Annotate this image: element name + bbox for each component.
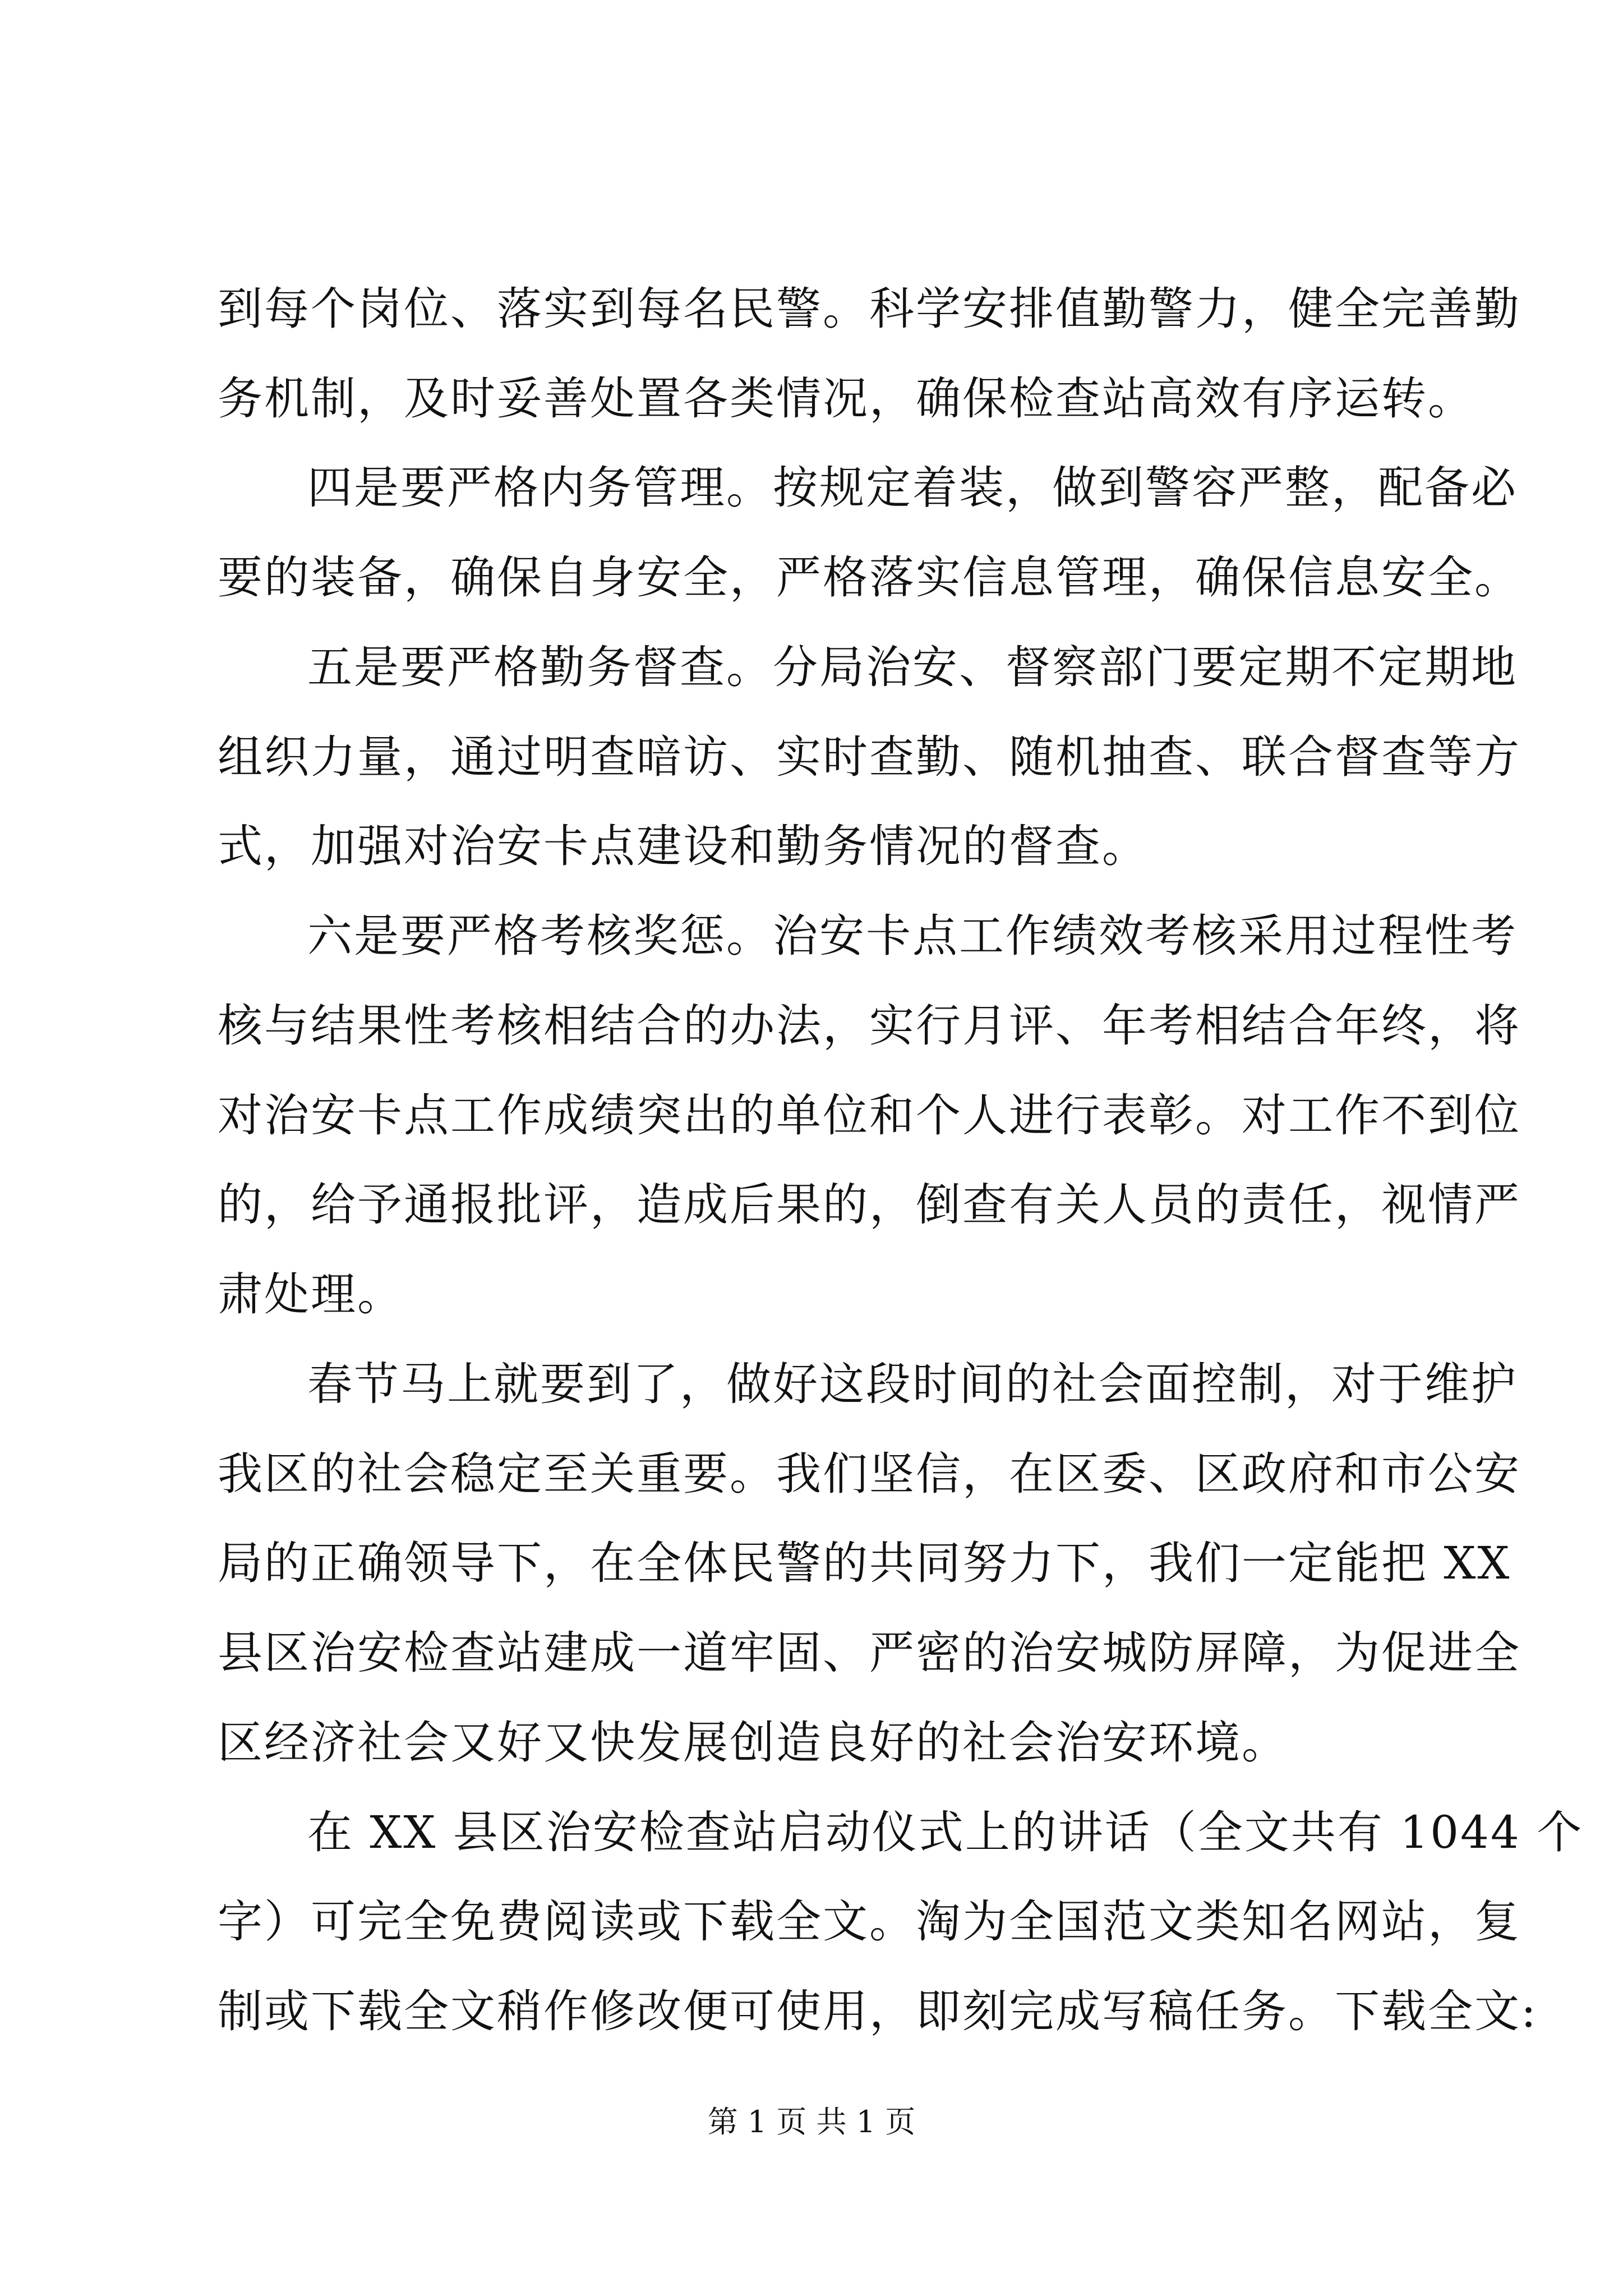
text-line-6: 组织力量，通过明查暗访、实时查勤、随机抽查、联合督查等方 (218, 731, 1521, 783)
text-line-12: 肃处理。 (218, 1268, 404, 1320)
paragraph-4-start: 四是要严格内务管理。按规定着装，做到警容严整，配备必 (307, 462, 1518, 514)
page-footer: 第 1 页 共 1 页 (707, 2104, 916, 2139)
text-line-10: 对治安卡点工作成绩突出的单位和个人进行表彰。对工作不到位 (218, 1089, 1521, 1142)
paragraph-5-start: 五是要严格勤务督查。分局治安、督察部门要定期不定期地 (307, 641, 1518, 693)
text-line-11: 的，给予通报批评，造成后果的，倒查有关人员的责任，视情严 (218, 1179, 1521, 1231)
text-line-4: 要的装备，确保自身安全，严格落实信息管理，确保信息安全。 (218, 551, 1521, 604)
text-line-1: 到每个岗位、落实到每名民警。科学安排值勤警力，健全完善勤 (218, 283, 1521, 335)
text-line-9: 核与结果性考核相结合的办法，实行月评、年考相结合年终，将 (218, 1000, 1521, 1052)
paragraph-6-start: 六是要严格考核奖惩。治安卡点工作绩效考核采用过程性考 (307, 910, 1518, 962)
paragraph-spring-start: 春节马上就要到了，做好这段时间的社会面控制，对于维护 (307, 1358, 1518, 1410)
text-line-20: 制或下载全文稍作修改便可使用，即刻完成写稿任务。下载全文: (218, 1985, 1538, 2037)
text-line-19: 字）可完全免费阅读或下载全文。淘为全国范文类知名网站，复 (218, 1895, 1521, 1948)
paragraph-download-start: 在 XX 县区治安检查站启动仪式上的讲话（全文共有 1044 个 (307, 1806, 1584, 1858)
text-line-16: 县区治安检查站建成一道牢固、严密的治安城防屏障，为促进全 (218, 1627, 1521, 1679)
text-line-14: 我区的社会稳定至关重要。我们坚信，在区委、区政府和市公安 (218, 1448, 1521, 1500)
text-line-15: 局的正确领导下，在全体民警的共同努力下，我们一定能把 XX (218, 1537, 1511, 1589)
text-line-7: 式，加强对治安卡点建设和勤务情况的督查。 (218, 820, 1149, 872)
text-line-17: 区经济社会又好又快发展创造良好的社会治安环境。 (218, 1717, 1288, 1769)
text-line-2: 务机制，及时妥善处置各类情况，确保检查站高效有序运转。 (218, 372, 1474, 425)
